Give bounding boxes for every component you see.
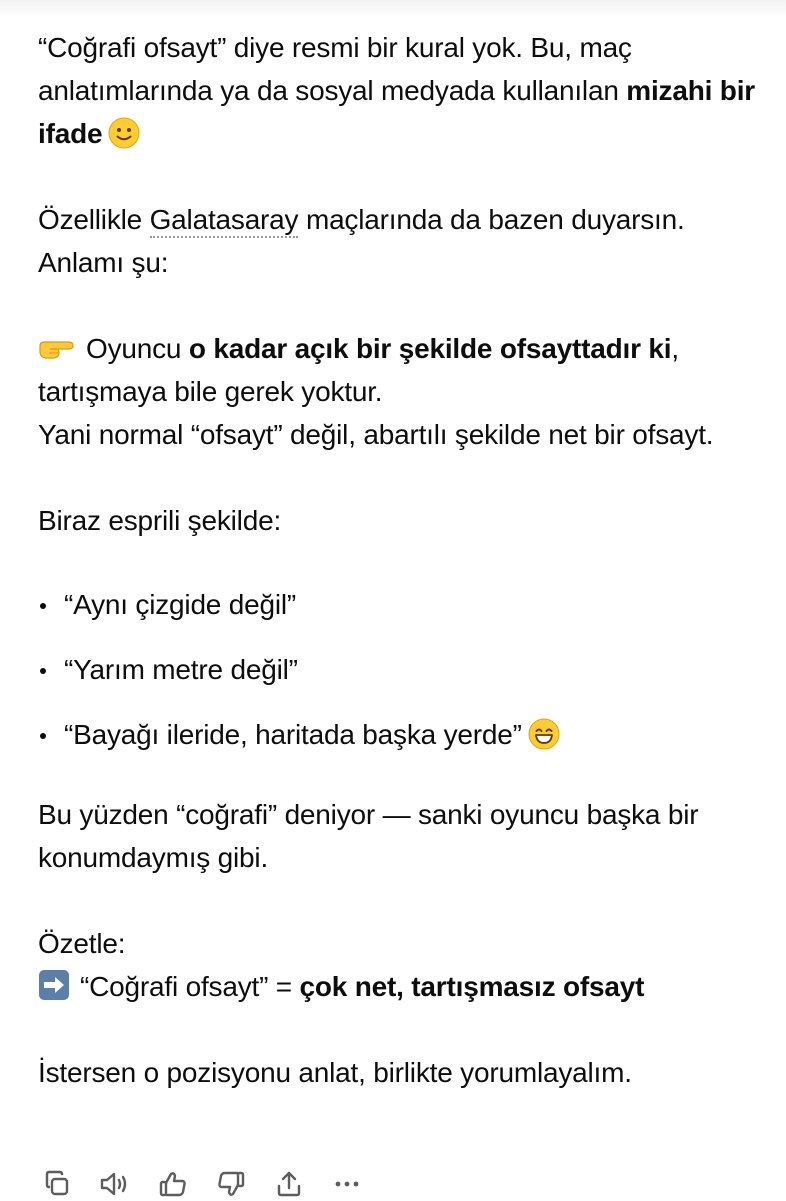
intro-bold: mizahi bir ifade [38,75,755,149]
p3-bold: o kadar açık bir şekilde ofsayttadır ki [188,333,672,364]
backhand-index-pointing-right-icon [38,336,76,362]
p7-text: İstersen o pozisyonu anlat, birlikte yorumlayalım. [38,1057,632,1088]
paragraph-galatasaray [38,198,768,284]
copy-icon [42,1169,72,1199]
p4-text: Biraz esprili şekilde: [38,505,282,536]
good-response-button[interactable] [154,1167,192,1201]
paragraph-jokes-intro [38,499,768,542]
p3-line2: Yani normal “ofsayt” değil, abartılı şekilde net bir ofsayt. [38,419,714,450]
summary-before: “Coğrafi ofsayt” = [80,971,300,1002]
list-item [38,713,768,756]
right-arrow-icon [38,969,70,1001]
thumbs-up-icon [158,1169,188,1199]
list-item-text: “Yarım metre değil” [64,654,298,685]
bad-response-button[interactable] [212,1167,250,1201]
list-item [38,583,768,626]
intro-text: “Coğrafi ofsayt” diye resmi bir kural yok. Bu, maç anlatımlarında ya da sosyal medyada kullanılan [38,32,632,106]
copy-button[interactable] [38,1167,76,1201]
jokes-list [38,583,768,756]
thumbs-down-icon [216,1169,246,1199]
slightly-smiling-face-icon [108,117,140,149]
list-item [38,648,768,691]
paragraph-intro [38,26,768,155]
paragraph-summary [38,922,768,1008]
p2-after: maçlarında da bazen duyarsın. Anlamı şu: [38,204,685,278]
summary-bold: çok net, tartışmasız ofsayt [299,971,645,1002]
paragraph-closing [38,1051,768,1094]
grinning-face-with-smiling-eyes-icon [528,718,560,750]
read-aloud-icon [98,1169,132,1199]
p5-text: Bu yüzden “coğrafi” deniyor — sanki oyuncu başka bir konumdaymış gibi. [38,799,699,873]
paragraph-meaning [38,327,768,456]
top-edge [0,0,786,18]
message-actions-bar [38,1168,366,1200]
assistant-message [38,26,768,1137]
p2-before: Özellikle [38,204,150,235]
galatasaray-entity-link[interactable]: Galatasaray [150,204,299,238]
list-item-text: “Bayağı ileride, haritada başka yerde” [64,719,522,750]
read-aloud-button[interactable] [96,1167,134,1201]
paragraph-reason [38,793,768,879]
more-icon [332,1169,362,1199]
share-button[interactable] [270,1167,308,1201]
summary-label: Özetle: [38,928,126,959]
share-icon [274,1169,304,1199]
more-actions-button[interactable] [328,1167,366,1201]
p3-before: Oyuncu [86,333,189,364]
list-item-text: “Aynı çizgide değil” [64,589,297,620]
p3-after: , tartışmaya bile gerek yoktur. [38,333,679,407]
